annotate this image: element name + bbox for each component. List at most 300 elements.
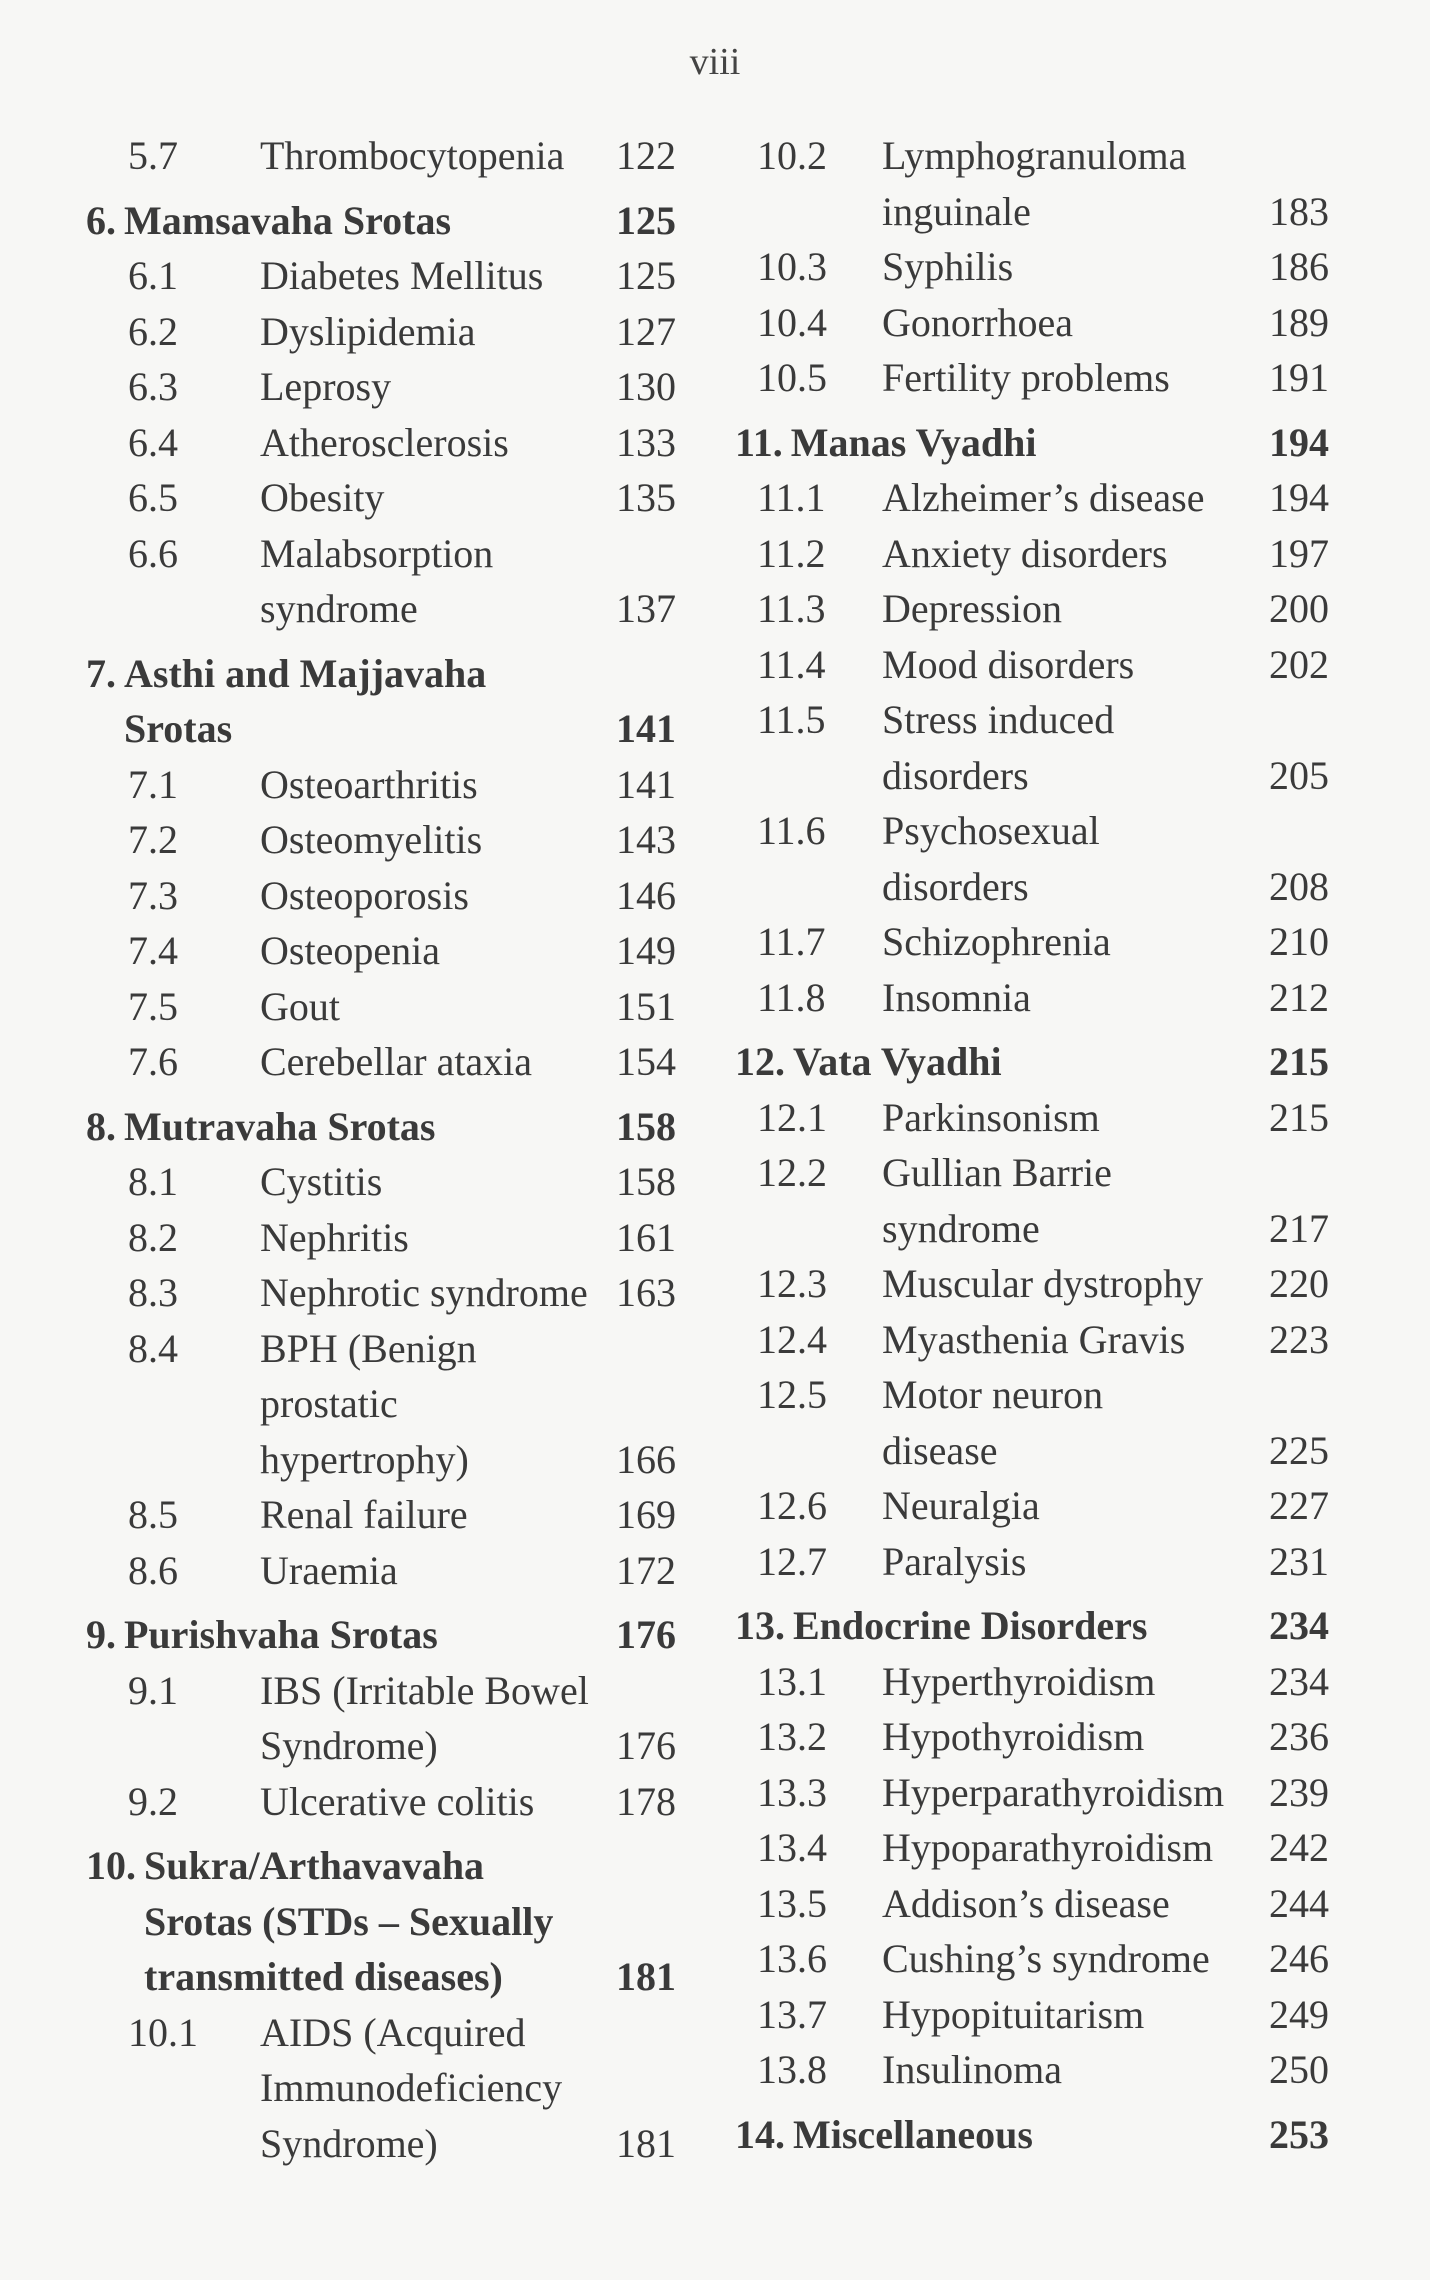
toc-section-entry: [735, 1654, 1329, 1710]
toc-section-entry: [735, 914, 1329, 970]
toc-entry-number: 10.4: [757, 299, 827, 345]
toc-entry-page: 227: [1269, 1483, 1329, 1528]
toc-section-entry: [735, 637, 1329, 693]
toc-section-entry: [735, 803, 1329, 914]
toc-entry-number: 14.: [735, 2111, 785, 2157]
toc-section-entry: [735, 1709, 1329, 1765]
toc-entry-title-line: Nephrotic syndrome: [260, 1270, 588, 1315]
toc-entry-page: 205: [1269, 752, 1329, 798]
toc-entry-page: 141: [616, 761, 676, 807]
toc-entry-title-line: Osteomyelitis: [260, 817, 483, 862]
toc-section-entry: [86, 128, 676, 184]
toc-entry-number: 9.1: [128, 1667, 178, 1713]
toc-entry-page: 130: [616, 364, 676, 409]
toc-entry-title: [882, 239, 1329, 295]
toc-entry-page: 200: [1269, 586, 1329, 631]
toc-entry-number: 13.: [735, 1603, 785, 1648]
toc-entry-number: 11.2: [757, 530, 826, 576]
toc-entry-title: [260, 757, 676, 813]
toc-entry-title-line: syndrome: [260, 586, 418, 631]
toc-entry-number: 13.7: [757, 1991, 827, 2037]
toc-entry-page: 215: [1269, 1039, 1329, 1084]
toc-entry-page: 133: [616, 419, 676, 465]
toc-entry-number: 6.: [86, 197, 116, 243]
toc-section-entry: [735, 1765, 1329, 1821]
toc-entry-title-line: Psychosexual: [882, 808, 1100, 853]
toc-entry-title: [882, 350, 1329, 406]
toc-entry-number: 11.1: [757, 475, 826, 520]
toc-entry-title: [260, 1154, 676, 1210]
toc-entry-title-line: Depression: [882, 586, 1062, 631]
toc-entry-number: 11.8: [757, 974, 826, 1020]
toc-entry-number: 11.6: [757, 808, 826, 853]
toc-entry-page: 194: [1269, 419, 1329, 465]
toc-entry-title-line: Syndrome): [260, 2120, 438, 2166]
toc-entry-number: 12.7: [757, 1538, 827, 1584]
toc-entry-page: 137: [616, 586, 676, 631]
toc-section-entry: [86, 526, 676, 637]
toc-section-entry: [735, 350, 1329, 406]
toc-section-entry: [735, 1367, 1329, 1478]
toc-entry-number: 11.: [735, 419, 783, 465]
toc-entry-title-line: Hypoparathyroidism: [882, 1825, 1214, 1870]
toc-section-entry: [735, 239, 1329, 295]
toc-section-entry: [86, 1321, 676, 1488]
toc-entry-number: 13.6: [757, 1936, 827, 1981]
toc-entry-number: 6.4: [128, 419, 178, 465]
toc-entry-page: 141: [616, 706, 676, 751]
toc-entry-title-line: Lymphogranuloma: [882, 133, 1187, 178]
toc-entry-page: 236: [1269, 1714, 1329, 1759]
toc-entry-title: [791, 415, 1329, 471]
toc-entry-title: [882, 128, 1329, 239]
toc-entry-title-line: AIDS (Acquired: [260, 2009, 526, 2055]
toc-entry-page: 212: [1269, 974, 1329, 1020]
toc-entry-title: [882, 637, 1329, 693]
toc-entry-title-line: Asthi and Majjavaha: [124, 650, 487, 696]
toc-entry-page: 176: [616, 1723, 676, 1768]
toc-entry-page: 189: [1269, 299, 1329, 345]
toc-right-column: [735, 128, 1329, 2162]
toc-entry-title: [260, 979, 676, 1035]
toc-entry-title-line: Leprosy: [260, 364, 392, 409]
toc-entry-number: 6.1: [128, 253, 178, 298]
toc-entry-title: [882, 526, 1329, 582]
toc-entry-title-line: Myasthenia Gravis: [882, 1316, 1186, 1362]
toc-entry-title-line: Cushing’s syndrome: [882, 1936, 1210, 1981]
toc-entry-title: [124, 1099, 676, 1155]
toc-entry-title-line: Atherosclerosis: [260, 419, 509, 465]
toc-entry-number: 13.5: [757, 1880, 827, 1926]
toc-entry-page: 234: [1269, 1658, 1329, 1704]
toc-entry-title: [260, 812, 676, 868]
toc-entry-title-line: Syphilis: [882, 244, 1014, 289]
toc-entry-page: 250: [1269, 2047, 1329, 2092]
toc-section-entry: [735, 470, 1329, 526]
toc-entry-number: 10.: [86, 1843, 136, 1888]
toc-entry-title: [882, 1987, 1329, 2043]
page-number: viii: [689, 41, 741, 83]
toc-entry-page: 172: [616, 1547, 676, 1593]
toc-entry-title-line: Muscular dystrophy: [882, 1261, 1204, 1306]
toc-entry-page: 234: [1269, 1603, 1329, 1648]
toc-entry-page: 223: [1269, 1316, 1329, 1362]
toc-entry-title-line: Motor neuron: [882, 1372, 1104, 1417]
toc-entry-title: [882, 970, 1329, 1026]
toc-entry-title: [124, 1607, 676, 1663]
toc-entry-title: [882, 1478, 1329, 1534]
toc-entry-number: 7.1: [128, 761, 178, 807]
toc-entry-page: 125: [616, 253, 676, 298]
toc-entry-title-line: Syndrome): [260, 1723, 438, 1768]
toc-entry-page: 154: [616, 1039, 676, 1084]
toc-entry-title-line: Thrombocytopenia: [260, 133, 565, 178]
toc-entry-number: 12.: [735, 1039, 785, 1084]
toc-entry-title-line: Manas Vyadhi: [790, 419, 1037, 465]
toc-section-entry: [86, 979, 676, 1035]
toc-section-entry: [735, 1820, 1329, 1876]
toc-entry-page: 208: [1269, 863, 1329, 909]
toc-entry-title: [260, 1774, 676, 1830]
toc-section-entry: [86, 2005, 676, 2172]
toc-entry-number: 10.5: [757, 355, 827, 400]
toc-entry-number: 12.3: [757, 1261, 827, 1306]
toc-entry-title-line: Gullian Barrie: [882, 1150, 1112, 1195]
toc-entry-page: 242: [1269, 1825, 1329, 1870]
toc-entry-number: 8.2: [128, 1214, 178, 1260]
toc-entry-number: 7.3: [128, 872, 178, 918]
toc-entry-title-line: Fertility problems: [882, 355, 1170, 400]
toc-entry-title-line: Nephritis: [260, 1214, 409, 1260]
toc-entry-title: [260, 2005, 676, 2172]
toc-entry-title: [260, 1543, 676, 1599]
toc-entry-title: [882, 1145, 1329, 1256]
toc-entry-title: [260, 923, 676, 979]
toc-entry-page: 163: [616, 1270, 676, 1315]
toc-entry-page: 158: [616, 1159, 676, 1204]
toc-entry-title-line: Osteoarthritis: [260, 761, 478, 807]
toc-chapter-entry: [735, 1034, 1329, 1090]
toc-section-entry: [86, 415, 676, 471]
toc-section-entry: [735, 1876, 1329, 1932]
toc-entry-title-line: Obesity: [260, 475, 385, 520]
toc-entry-number: 12.5: [757, 1372, 827, 1417]
toc-entry-title-line: Srotas: [124, 706, 233, 751]
toc-entry-title-line: Paralysis: [882, 1538, 1027, 1584]
toc-entry-title-line: Alzheimer’s disease: [882, 475, 1205, 520]
toc-entry-title: [882, 1876, 1329, 1932]
toc-entry-title-line: Ulcerative colitis: [260, 1778, 535, 1824]
toc-entry-title-line: Dyslipidemia: [260, 308, 476, 354]
toc-entry-title: [882, 581, 1329, 637]
toc-section-entry: [86, 923, 676, 979]
toc-entry-number: 13.1: [757, 1658, 827, 1704]
toc-entry-number: 11.3: [757, 586, 826, 631]
toc-entry-number: 10.2: [757, 133, 827, 178]
toc-entry-page: 178: [616, 1778, 676, 1824]
toc-entry-title-line: disease: [882, 1427, 998, 1473]
toc-entry-page: 225: [1269, 1427, 1329, 1473]
toc-entry-page: 246: [1269, 1936, 1329, 1981]
toc-entry-title-line: Neuralgia: [882, 1483, 1040, 1528]
toc-section-entry: [735, 1987, 1329, 2043]
toc-entry-title-line: Immunodeficiency: [260, 2065, 563, 2110]
toc-section-entry: [735, 1534, 1329, 1590]
toc-entry-number: 6.5: [128, 475, 178, 520]
toc-entry-title: [260, 526, 676, 637]
toc-entry-title: [882, 1765, 1329, 1821]
toc-chapter-entry: [86, 1607, 676, 1663]
toc-entry-title-line: Insulinoma: [882, 2047, 1062, 2092]
toc-entry-number: 9.2: [128, 1778, 178, 1824]
toc-entry-title: [260, 1321, 676, 1488]
toc-entry-number: 12.4: [757, 1316, 827, 1362]
toc-entry-number: 7.6: [128, 1039, 178, 1084]
toc-entry-title: [260, 1265, 676, 1321]
toc-entry-title: [882, 1534, 1329, 1590]
toc-section-entry: [86, 757, 676, 813]
toc-entry-page: 215: [1269, 1094, 1329, 1140]
toc-entry-page: 231: [1269, 1538, 1329, 1584]
toc-entry-title: [260, 304, 676, 360]
toc-entry-title-line: Gonorrhoea: [882, 299, 1074, 345]
toc-entry-number: 10.3: [757, 244, 827, 289]
toc-entry-number: 11.4: [757, 641, 826, 687]
toc-section-entry: [735, 1478, 1329, 1534]
toc-entry-title: [882, 1654, 1329, 1710]
toc-entry-title-line: Purishvaha Srotas: [124, 1612, 438, 1657]
toc-section-entry: [735, 295, 1329, 351]
toc-entry-number: 8.1: [128, 1159, 178, 1204]
toc-entry-page: 217: [1269, 1205, 1329, 1251]
toc-section-entry: [86, 1210, 676, 1266]
toc-entry-number: 8.: [86, 1103, 116, 1149]
toc-entry-number: 11.7: [757, 919, 826, 964]
toc-entry-title-line: Srotas (STDs – Sexually: [144, 1898, 554, 1944]
toc-entry-number: 12.1: [757, 1094, 827, 1140]
toc-chapter-entry: [735, 415, 1329, 471]
toc-entry-number: 8.3: [128, 1270, 178, 1315]
toc-entry-page: 239: [1269, 1769, 1329, 1815]
toc-entry-title-line: Cerebellar ataxia: [260, 1039, 533, 1084]
toc-section-entry: [86, 1774, 676, 1830]
toc-entry-title: [260, 868, 676, 924]
toc-entry-number: 6.6: [128, 530, 178, 576]
toc-entry-title: [882, 1367, 1329, 1478]
toc-entry-page: 176: [616, 1612, 676, 1657]
toc-entry-title: [124, 193, 676, 249]
toc-entry-title-line: disorders: [882, 863, 1029, 909]
toc-section-entry: [86, 304, 676, 360]
toc-section-entry: [735, 1931, 1329, 1987]
toc-entry-title: [882, 1820, 1329, 1876]
toc-entry-number: 6.2: [128, 308, 178, 354]
toc-entry-page: 161: [616, 1214, 676, 1260]
toc-entry-title-line: Vata Vyadhi: [793, 1039, 1002, 1084]
toc-entry-number: 11.5: [757, 697, 826, 742]
toc-entry-number: 7.2: [128, 817, 178, 862]
toc-entry-title: [793, 1034, 1329, 1090]
toc-entry-page: 197: [1269, 530, 1329, 576]
toc-entry-title: [882, 1312, 1329, 1368]
toc-entry-title-line: Hyperthyroidism: [882, 1658, 1156, 1704]
toc-entry-number: 8.4: [128, 1325, 178, 1371]
toc-entry-number: 5.7: [128, 133, 178, 178]
toc-entry-page: 183: [1269, 188, 1329, 234]
toc-entry-title: [260, 1034, 676, 1090]
toc-entry-title: [882, 1709, 1329, 1765]
toc-section-entry: [86, 868, 676, 924]
toc-entry-title: [882, 470, 1329, 526]
toc-entry-page: 249: [1269, 1991, 1329, 2037]
toc-section-entry: [86, 1265, 676, 1321]
toc-entry-title-line: Hyperparathyroidism: [882, 1769, 1225, 1815]
toc-entry-title-line: Anxiety disorders: [882, 530, 1168, 576]
toc-entry-number: 13.4: [757, 1825, 827, 1870]
toc-section-entry: [86, 248, 676, 304]
toc-entry-title-line: Cystitis: [260, 1159, 383, 1204]
toc-entry-number: 7.5: [128, 983, 178, 1029]
toc-entry-title: [260, 470, 676, 526]
toc-entry-number: 8.6: [128, 1547, 178, 1593]
toc-entry-number: 9.: [86, 1612, 116, 1657]
toc-entry-page: 194: [1269, 475, 1329, 520]
toc-entry-number: 10.1: [128, 2009, 198, 2055]
toc-section-entry: [735, 1145, 1329, 1256]
toc-section-entry: [86, 812, 676, 868]
toc-entry-title-line: transmitted diseases): [144, 1954, 503, 1999]
toc-entry-title: [793, 2107, 1329, 2163]
toc-entry-title-line: Miscellaneous: [793, 2111, 1033, 2157]
toc-chapter-entry: [86, 193, 676, 249]
toc-entry-page: 135: [616, 475, 676, 520]
toc-section-entry: [735, 2042, 1329, 2098]
toc-entry-page: 202: [1269, 641, 1329, 687]
toc-entry-title-line: Osteopenia: [260, 928, 440, 973]
toc-entry-title-line: Sukra/Arthavavaha: [144, 1843, 485, 1888]
toc-entry-title: [882, 295, 1329, 351]
toc-section-entry: [735, 692, 1329, 803]
toc-entry-title: [882, 1090, 1329, 1146]
toc-section-entry: [86, 359, 676, 415]
toc-entry-title: [882, 2042, 1329, 2098]
toc-entry-title-line: Endocrine Disorders: [793, 1603, 1148, 1648]
toc-entry-page: 253: [1269, 2111, 1329, 2157]
toc-entry-number: 13.2: [757, 1714, 827, 1759]
toc-section-entry: [735, 1090, 1329, 1146]
toc-entry-page: 220: [1269, 1261, 1329, 1306]
toc-entry-title-line: Osteoporosis: [260, 872, 469, 918]
toc-chapter-entry: [735, 2107, 1329, 2163]
toc-entry-page: 125: [616, 197, 676, 243]
toc-entry-title-line: disorders: [882, 752, 1029, 798]
toc-entry-page: 127: [616, 308, 676, 354]
toc-entry-page: 143: [616, 817, 676, 862]
toc-chapter-entry: [86, 646, 676, 757]
toc-entry-title-line: Mamsavaha Srotas: [124, 197, 452, 243]
toc-entry-page: 149: [616, 928, 676, 973]
toc-entry-title: [260, 128, 676, 184]
toc-section-entry: [86, 1487, 676, 1543]
toc-entry-page: 191: [1269, 355, 1329, 400]
toc-entry-title: [882, 914, 1329, 970]
toc-entry-title-line: hypertrophy): [260, 1436, 469, 1482]
toc-entry-title: [260, 248, 676, 304]
toc-section-entry: [735, 970, 1329, 1026]
toc-entry-title-line: Stress induced: [882, 697, 1115, 742]
toc-entry-title-line: IBS (Irritable Bowel: [260, 1667, 589, 1713]
toc-entry-title-line: BPH (Benign prostatic: [260, 1325, 477, 1426]
toc-entry-title-line: Gout: [260, 983, 340, 1029]
toc-entry-title: [260, 1210, 676, 1266]
toc-chapter-entry: [86, 1838, 676, 2005]
toc-entry-title: [260, 415, 676, 471]
toc-entry-page: 146: [616, 872, 676, 918]
toc-chapter-entry: [86, 1099, 676, 1155]
toc-entry-title: [260, 1663, 676, 1774]
toc-entry-title: [124, 646, 676, 757]
toc-left-column: [86, 128, 676, 2171]
toc-entry-number: 7.: [86, 650, 116, 696]
toc-entry-title-line: Addison’s disease: [882, 1880, 1170, 1926]
toc-entry-number: 12.2: [757, 1150, 827, 1195]
toc-entry-title-line: Schizophrenia: [882, 919, 1111, 964]
toc-entry-title-line: syndrome: [882, 1205, 1040, 1251]
toc-entry-title: [144, 1838, 676, 2005]
toc-entry-title-line: Uraemia: [260, 1547, 398, 1593]
toc-entry-page: 122: [616, 133, 676, 178]
toc-section-entry: [86, 1154, 676, 1210]
toc-entry-title: [793, 1598, 1329, 1654]
toc-section-entry: [735, 526, 1329, 582]
toc-entry-title: [882, 803, 1329, 914]
toc-entry-page: 158: [616, 1103, 676, 1149]
toc-entry-number: 12.6: [757, 1483, 827, 1528]
toc-entry-title-line: inguinale: [882, 188, 1031, 234]
toc-entry-number: 8.5: [128, 1492, 178, 1537]
toc-entry-title-line: Malabsorption: [260, 530, 494, 576]
toc-entry-page: 151: [616, 983, 676, 1029]
toc-entry-page: 169: [616, 1492, 676, 1537]
toc-entry-title-line: Insomnia: [882, 974, 1031, 1020]
toc-section-entry: [86, 1034, 676, 1090]
toc-section-entry: [735, 1256, 1329, 1312]
toc-entry-number: 13.3: [757, 1769, 827, 1815]
toc-entry-page: 210: [1269, 919, 1329, 964]
toc-entry-number: 6.3: [128, 364, 178, 409]
toc-section-entry: [86, 470, 676, 526]
toc-entry-title-line: Mutravaha Srotas: [124, 1103, 436, 1149]
toc-entry-page: 181: [616, 2120, 676, 2166]
toc-entry-title-line: Diabetes Mellitus: [260, 253, 544, 298]
toc-entry-page: 186: [1269, 244, 1329, 289]
toc-entry-title: [882, 1931, 1329, 1987]
toc-entry-page: 166: [616, 1436, 676, 1482]
toc-entry-title: [260, 1487, 676, 1543]
toc-section-entry: [735, 581, 1329, 637]
toc-entry-title: [260, 359, 676, 415]
toc-entry-title-line: Hypopituitarism: [882, 1991, 1145, 2037]
toc-entry-title-line: Hypothyroidism: [882, 1714, 1145, 1759]
toc-entry-title-line: Mood disorders: [882, 641, 1135, 687]
toc-chapter-entry: [735, 1598, 1329, 1654]
toc-section-entry: [86, 1543, 676, 1599]
toc-entry-title: [882, 692, 1329, 803]
toc-entry-title: [882, 1256, 1329, 1312]
toc-entry-title-line: Renal failure: [260, 1492, 468, 1537]
toc-entry-number: 7.4: [128, 928, 178, 973]
toc-section-entry: [735, 128, 1329, 239]
